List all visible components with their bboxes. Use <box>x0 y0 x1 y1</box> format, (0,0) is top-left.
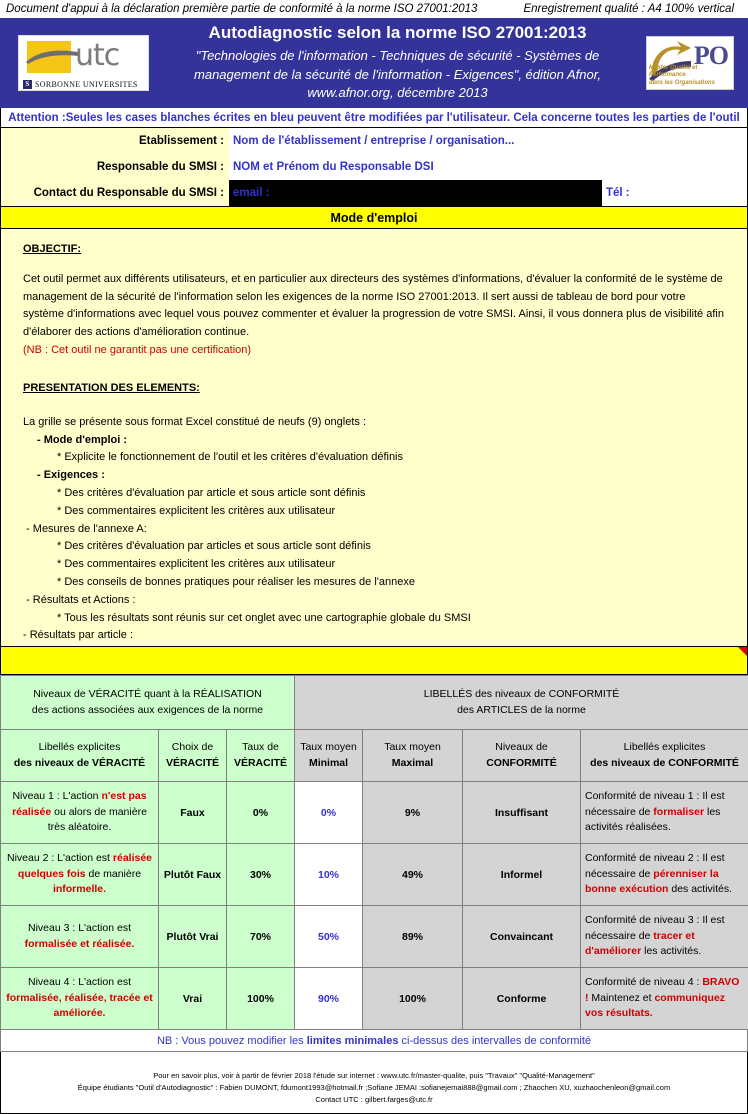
text-fragment: pérenniser la bonne exécution <box>585 868 719 896</box>
min-rate-cell[interactable]: 10% <box>295 844 363 906</box>
col-1-line-1: Choix de <box>163 740 222 755</box>
manual-item: * Des commentaires explicitent les critères aux utilisateur <box>23 556 725 574</box>
col-0-line-2: des niveaux de VÉRACITÉ <box>5 756 154 771</box>
text-fragment: Niveau 2 : L'action est <box>7 852 113 864</box>
veracity-label-cell <box>1 844 159 906</box>
manual-body <box>0 229 748 647</box>
veracity-label-cell <box>1 782 159 844</box>
text-fragment: ci-dessus des intervalles de conformité <box>398 1035 591 1047</box>
text-fragment: informelle. <box>53 883 106 895</box>
group-header-veracity-line-1: Niveaux de VÉRACITÉ quant à la RÉALISATION <box>5 687 290 703</box>
conformity-label-cell <box>581 968 748 1030</box>
mqpo-tagline-line-1: Master Qualité et Performance <box>649 65 733 80</box>
conformity-level-cell: Insuffisant <box>463 782 581 844</box>
table-row <box>1 844 748 906</box>
veracity-choice-cell: Vrai <box>159 968 227 1030</box>
conformity-level-cell: Conforme <box>463 968 581 1030</box>
col-2-line-1: Taux de <box>231 740 290 755</box>
attention-text: Seules les cases blanches écrites en bleu peuvent être modifiées par l'utilisateur. Cela concerne toutes les parties de l'outil <box>66 112 740 124</box>
text-fragment: Maintenez et <box>589 992 655 1004</box>
text-fragment: Niveau 4 : L'action est <box>28 976 131 988</box>
text-fragment: formaliser <box>653 806 704 818</box>
manual-item: * Des conseils de bonnes pratiques pour réaliser les mesures de l'annexe <box>23 574 725 592</box>
text-fragment: Niveau 3 : L'action est <box>28 922 131 934</box>
col-1-line-2: VÉRACITÉ <box>163 756 222 771</box>
mqpo-logo <box>646 36 734 90</box>
conformity-level-cell: Convaincant <box>463 906 581 968</box>
text-fragment: formalisée et réalisée. <box>25 938 135 950</box>
max-rate-cell: 100% <box>363 968 463 1030</box>
group-header-veracity <box>1 676 295 730</box>
column-header-veracity-rate <box>227 730 295 782</box>
text-fragment: communiquez vos résultats. <box>585 992 725 1020</box>
veracity-rate-cell: 30% <box>227 844 295 906</box>
text-fragment: formalisée, réalisée, tracée et améliorée. <box>6 992 153 1020</box>
mode-emploi-title: Mode d'emploi <box>331 211 418 225</box>
text-fragment: les activités. <box>641 945 701 957</box>
col-3-line-2: Minimal <box>299 756 358 771</box>
contact-fields <box>229 180 747 206</box>
col-4-line-2: Maximal <box>367 756 458 771</box>
levels-legend-table <box>0 675 748 1030</box>
text-fragment: n'est pas réalisée <box>12 790 146 818</box>
manual-item: - Résultats et Actions : <box>23 592 725 610</box>
manual-item: * Des critères d'évaluation par article et sous article sont définis <box>23 485 725 503</box>
text-fragment: Conformité de niveau 4 : <box>585 976 702 988</box>
veracity-label-cell <box>1 906 159 968</box>
manual-item: * Explicite le fonctionnement de l'outil et les critères d'évaluation définis <box>23 449 725 467</box>
objectif-paragraph: Cet outil permet aux différents utilisateurs, et en particulier aux directeurs des systèmes d'informations, d'évaluer la conformité de le système de management de la sécurité de l'information selon les exigences de la norme ISO 27001:2013. Il sert aussi de tableau de bord pour votre système d'informations avec lequel vous pouvez commenter et évaluer la progression de votre SMSI. Ainsi, il vous donnera plus de visibilité afin d'élaborer des actions d'amélioration continue. <box>23 271 725 342</box>
table-row <box>1 906 748 968</box>
identity-row-smsi-manager <box>1 154 747 180</box>
mode-emploi-header <box>0 207 748 229</box>
col-6-line-2: des niveaux de CONFORMITÉ <box>585 756 744 771</box>
text-fragment: NB : Vous pouvez modifier les <box>157 1035 307 1047</box>
limits-nb-text <box>157 1035 591 1047</box>
max-rate-cell: 9% <box>363 782 463 844</box>
smsi-manager-label: Responsable du SMSI : <box>1 154 229 180</box>
email-input[interactable] <box>229 180 602 206</box>
conformity-label-cell <box>581 906 748 968</box>
table-row <box>1 782 748 844</box>
col-0-line-1: Libellés explicites <box>5 740 154 755</box>
legend-section-bar <box>0 647 748 675</box>
objectif-nb: (NB : Cet outil ne garantit pas une certification) <box>23 342 725 360</box>
banner-subtitle-line-1: "Technologies de l'information - Techniques de sécurité - Systèmes de <box>157 47 638 66</box>
veracity-choice-cell: Plutôt Vrai <box>159 906 227 968</box>
text-fragment: tracer et d'améliorer <box>585 930 695 958</box>
banner-text-block <box>149 23 646 104</box>
veracity-choice-cell: Faux <box>159 782 227 844</box>
attention-notice <box>0 108 748 128</box>
contact-label: Contact du Responsable du SMSI : <box>1 180 229 206</box>
manual-item: - Exigences : <box>23 467 725 485</box>
mqpo-tagline <box>649 65 733 88</box>
text-fragment: Niveau 1 : L'action <box>12 790 101 802</box>
banner-subtitle-line-3: www.afnor.org, décembre 2013 <box>157 84 638 103</box>
title-banner <box>0 18 748 108</box>
manual-item: - Mesures de l'annexe A: <box>23 521 725 539</box>
table-group-header-row <box>1 676 748 730</box>
sorbonne-universites-label <box>23 80 138 89</box>
presentation-intro: La grille se présente sous format Excel constitué de neufs (9) onglets : <box>23 414 725 432</box>
manual-item: * Des critères d'évaluation par articles et sous article sont définis <box>23 538 725 556</box>
mqpo-tagline-line-2: dans les Organisations <box>649 80 733 88</box>
col-6-line-1: Libellés explicites <box>585 740 744 755</box>
limits-nb-note <box>0 1030 748 1052</box>
page-title: Autodiagnostic selon la norme ISO 27001:2013 <box>157 23 638 43</box>
establishment-input[interactable]: Nom de l'établissement / entreprise / organisation... <box>229 128 747 154</box>
column-header-veracity-choice <box>159 730 227 782</box>
veracity-label-cell <box>1 968 159 1030</box>
text-fragment: réalisée quelques fois <box>18 852 152 880</box>
tel-input[interactable] <box>602 187 630 199</box>
manual-item: - Résultats par article : <box>23 627 725 645</box>
max-rate-cell: 49% <box>363 844 463 906</box>
legend-table-body <box>1 782 748 1030</box>
col-4-line-1: Taux moyen <box>367 740 458 755</box>
text-fragment: Conformité de niveau 1 : Il est nécessaire de <box>585 790 725 818</box>
establishment-label: Etablissement : <box>1 128 229 154</box>
table-column-header-row <box>1 730 748 782</box>
group-header-veracity-line-2: des actions associées aux exigences de la norme <box>5 703 290 719</box>
column-header-conformity-levels <box>463 730 581 782</box>
min-rate-cell[interactable]: 0% <box>295 782 363 844</box>
email-label: email : <box>233 187 269 199</box>
column-header-conformity-labels <box>581 730 748 782</box>
manual-item-list <box>23 432 725 648</box>
conformity-label-cell <box>581 844 748 906</box>
mqpo-wordmark: PO <box>694 41 728 71</box>
utc-wordmark: utc <box>75 38 119 73</box>
manual-item: * Des commentaires explicitent les critères aux utilisateur <box>23 503 725 521</box>
identity-row-establishment <box>1 128 747 154</box>
text-fragment: limites minimales <box>307 1035 399 1047</box>
conformity-label-cell <box>581 782 748 844</box>
meta-left-text: Document d'appui à la déclaration première partie de conformité à la norme ISO 27001:2013 <box>6 3 477 15</box>
footer-line-1: Pour en savoir plus, voir à partir de février 2018 l'étude sur internet : www.utc.fr/master-qualite, puis "Travaux" "Qualité-Management" <box>153 1071 595 1080</box>
veracity-rate-cell: 0% <box>227 782 295 844</box>
page-footer <box>0 1052 748 1114</box>
meta-right-text: Enregistrement qualité : A4 100% vertical <box>523 3 742 15</box>
veracity-rate-cell: 100% <box>227 968 295 1030</box>
sorbonne-shield-icon: S <box>23 80 32 89</box>
min-rate-cell[interactable]: 50% <box>295 906 363 968</box>
column-header-veracity-labels <box>1 730 159 782</box>
veracity-choice-cell: Plutôt Faux <box>159 844 227 906</box>
banner-subtitle-line-2: management de la sécurité de l'information - Exigences", édition Afnor, <box>157 66 638 85</box>
conformity-level-cell: Informel <box>463 844 581 906</box>
objectif-heading: OBJECTIF: <box>23 241 725 259</box>
max-rate-cell: 89% <box>363 906 463 968</box>
col-5-line-2: CONFORMITÉ <box>467 756 576 771</box>
manual-item: - Mode d'emploi : <box>23 432 725 450</box>
veracity-rate-cell: 70% <box>227 906 295 968</box>
group-header-conformity-line-2: des ARTICLES de la norme <box>299 703 744 719</box>
footer-line-2: Équipe étudiants "Outil d'Autodiagnostic" : Fabien DUMONT, fdumont1993@hotmail.fr ;Sofiane JEMAI :sofianejemai888@gmail.com ; Zhaochen XU, xuzhaochenleon@gmail.com <box>78 1083 670 1092</box>
document-meta-strip <box>0 0 748 18</box>
text-fragment: Conformité de niveau 2 : Il est nécessaire de <box>585 852 725 880</box>
table-row <box>1 968 748 1030</box>
identity-row-contact <box>1 180 747 206</box>
col-3-line-1: Taux moyen <box>299 740 358 755</box>
sorbonne-text: SORBONNE UNIVERSITES <box>35 80 138 89</box>
text-fragment: Conformité de niveau 3 : Il est nécessaire de <box>585 914 725 942</box>
text-fragment: des activités. <box>668 883 732 895</box>
text-fragment: de manière <box>86 868 141 880</box>
comment-indicator-icon[interactable] <box>738 647 747 656</box>
presentation-heading: PRESENTATION DES ELEMENTS: <box>23 380 725 398</box>
group-header-conformity-line-1: LIBELLÉS des niveaux de CONFORMITÉ <box>299 687 744 703</box>
text-fragment: les activités réalisées. <box>585 806 720 834</box>
text-fragment: BRAVO ! <box>585 976 739 1004</box>
footer-line-3: Contact UTC : gilbert.farges@utc.fr <box>315 1095 432 1104</box>
manual-item: * Tous les résultats sont réunis sur cet onglet avec une cartographie globale du SMSI <box>23 610 725 628</box>
utc-swoosh-icon <box>25 49 79 65</box>
col-5-line-1: Niveaux de <box>467 740 576 755</box>
col-2-line-2: VÉRACITÉ <box>231 756 290 771</box>
identity-block <box>0 128 748 207</box>
smsi-manager-input[interactable]: NOM et Prénom du Responsable DSI <box>229 154 747 180</box>
column-header-min-rate <box>295 730 363 782</box>
utc-logo <box>18 35 149 91</box>
attention-keyword: Attention : <box>8 112 65 124</box>
min-rate-cell[interactable]: 90% <box>295 968 363 1030</box>
group-header-conformity <box>295 676 748 730</box>
tel-label: Tél : <box>606 187 630 199</box>
text-fragment: ou alors de manière très aléatoire. <box>48 806 147 834</box>
column-header-max-rate <box>363 730 463 782</box>
